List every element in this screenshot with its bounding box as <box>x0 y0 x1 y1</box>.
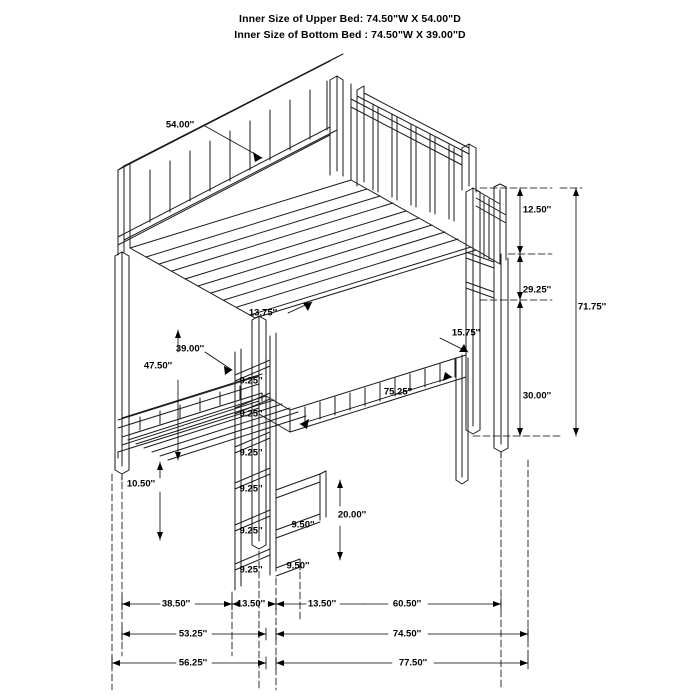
dimension-label-30: 30.00'' <box>522 390 552 402</box>
dimension-label-53-25: 53.25'' <box>178 628 208 640</box>
upper-bed-left-guardrail <box>118 54 343 255</box>
upper-bed-deck <box>130 180 476 318</box>
dimension-label-13-75: 13.75'' <box>248 307 278 319</box>
dimension-label-9-25-1: 9.25'' <box>239 375 263 387</box>
dimension-label-9-25-2: 9.25'' <box>239 408 263 420</box>
dimension-label-77-50: 77.50'' <box>398 657 428 669</box>
upper-bed-headboard <box>330 76 476 221</box>
dimension-label-39: 39.00'' <box>175 343 205 355</box>
dimension-label-9-25-6: 9.25'' <box>239 564 263 576</box>
dimension-label-74-50: 74.50'' <box>392 628 422 640</box>
dimension-label-71-75: 71.75'' <box>577 301 607 313</box>
dimension-label-15-75: 15.75'' <box>451 327 481 339</box>
dimension-label-9-25-4: 9.25'' <box>239 483 263 495</box>
ladder <box>235 333 276 590</box>
header-line-2: Inner Size of Bottom Bed : 74.50"W X 39.00"D <box>234 29 466 41</box>
dimension-label-13-50-1: 13.50'' <box>236 598 266 610</box>
dimension-label-20: 20.00'' <box>337 509 367 521</box>
dimension-label-56-25: 56.25'' <box>178 657 208 669</box>
dimension-label-47-50: 47.50'' <box>143 360 173 372</box>
dimension-label-12-50: 12.50'' <box>522 204 552 216</box>
dimension-label-38-50: 38.50'' <box>161 598 191 610</box>
dimension-label-9-25-5: 9.25'' <box>239 525 263 537</box>
dimension-label-29-25: 29.25'' <box>522 284 552 296</box>
dimension-label-54: 54.00'' <box>165 119 195 131</box>
dimension-label-9-50-2: 9.50'' <box>286 560 310 572</box>
dimension-label-60-50: 60.50'' <box>392 598 422 610</box>
dimension-label-10-50: 10.50'' <box>126 478 156 490</box>
dimension-label-75-25: 75.25'' <box>383 386 413 398</box>
dimension-label-9-25-3: 9.25'' <box>239 447 263 459</box>
dimension-label-9-50-1: 9.50'' <box>291 519 315 531</box>
dimension-label-13-50-2: 13.50'' <box>307 598 337 610</box>
header-line-1: Inner Size of Upper Bed: 74.50"W X 54.00"D <box>239 13 461 25</box>
